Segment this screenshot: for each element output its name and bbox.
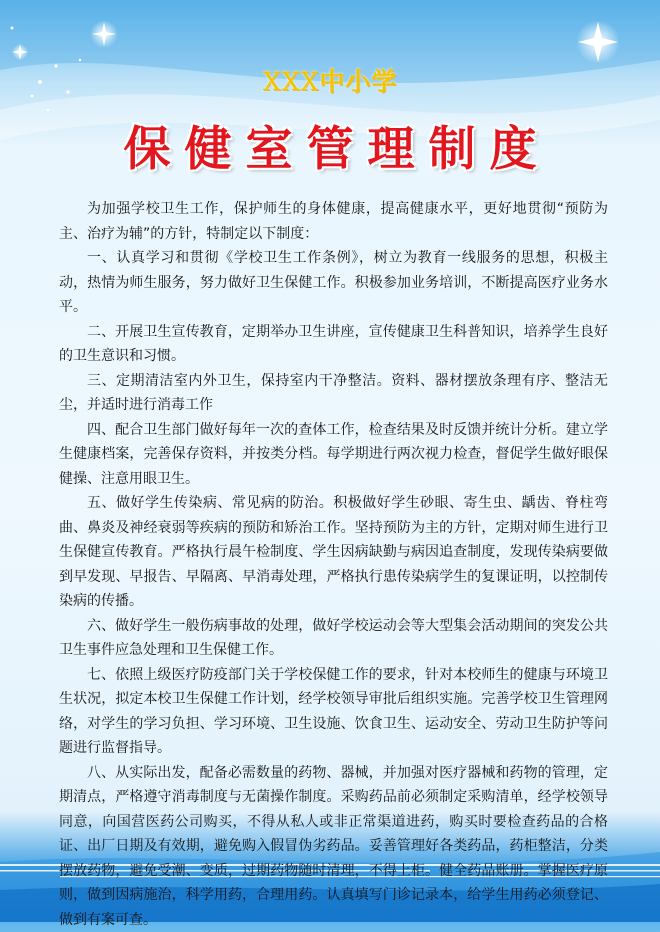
school-suffix: 中小学 (319, 67, 397, 96)
school-prefix: XXX (263, 67, 319, 96)
school-name (0, 62, 660, 98)
rule-paragraph-2: 二、开展卫生宣传教育，定期举办卫生讲座，宣传健康卫生科普知识，培养学生良好的卫生意识和习惯。 (59, 320, 608, 369)
rule-paragraph-3: 三、定期清洁室内外卫生，保持室内干净整洁。资料、器材摆放条理有序、整洁无尘，并适时进行消毒工作 (59, 369, 608, 418)
rule-paragraph-8: 八、从实际出发，配备必需数量的药物、器械，并加强对医疗器械和药物的管理，定期清点，严格遵守消毒制度与无菌操作制度。采购药品前必须制定采购清单，经学校领导同意，向国营医药公司购买，不得从私人或非正常渠道进药，购买时要检查药品的合格证、出厂日期及有效期，避免购入假冒伪劣药品。妥善管理好各类药品，药柜整洁，分类摆放药物，避免受潮、变质，过期药物随时清理，不得上柜。健全药品账册。掌握医疗原则，做到因病施治，科学用药，合理用药。认真填写门诊记录本，给学生用药必须登记、做到有案可查。 (59, 761, 608, 932)
rule-paragraph-4: 四、配合卫生部门做好每年一次的查体工作，检查结果及时反馈并统计分析。建立学生健康档案，完善保存资料，并按类分档。每学期进行两次视力检查，督促学生做好眼保健操、注意用眼卫生。 (59, 418, 608, 492)
rule-paragraph-7: 七、依照上级医疗防疫部门关于学校保健工作的要求，针对本校师生的健康与环境卫生状况，拟定本校卫生保健工作计划，经学校领导审批后组织实施。完善学校卫生管理网络，对学生的学习负担、学习环境、卫生设施、饮食卫生、运动安全、劳动卫生防护等问题进行监督指导。 (59, 663, 608, 761)
rule-paragraph-6: 六、做好学生一般伤病事故的处理，做好学校运动会等大型集会活动期间的突发公共卫生事件应急处理和卫生保健工作。 (59, 614, 608, 663)
intro-paragraph: 为加强学校卫生工作，保护师生的身体健康，提高健康水平，更好地贯彻“预防为主、治疗为辅”的方针，特制定以下制度： (59, 197, 608, 246)
page-title: 保健室管理制度 (0, 112, 660, 179)
rule-paragraph-5: 五、做好学生传染病、常见病的防治。积极做好学生砂眼、寄生虫、龋齿、脊柱弯曲、鼻炎及神经衰弱等疾病的预防和矫治工作。坚持预防为主的方针，定期对师生进行卫生保健宣传教育。严格执行晨午检制度、学生因病缺勤与病因追查制度，发现传染病要做到早发现、早报告、早隔离、早消毒处理，严格执行患传染病学生的复课证明，以控制传染病的传播。 (59, 491, 608, 614)
regulation-body (59, 197, 608, 932)
rule-paragraph-1: 一、认真学习和贯彻《学校卫生工作条例》，树立为教育一线服务的思想，积极主动，热情为师生服务，努力做好卫生保健工作。积极参加业务培训，不断提高医疗业务水平。 (59, 246, 608, 320)
